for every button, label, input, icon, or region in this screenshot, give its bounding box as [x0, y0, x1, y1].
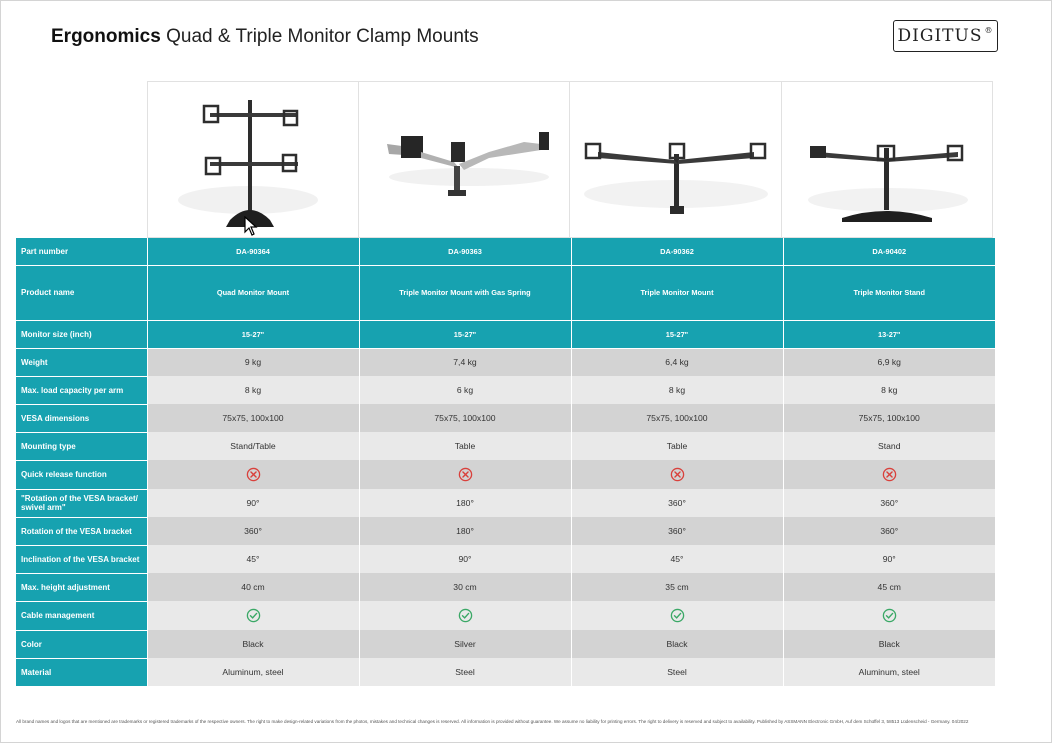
- value-cell: Triple Monitor Mount with Gas Spring: [359, 265, 571, 320]
- row-label: Product name: [16, 265, 147, 320]
- no-cell: [783, 460, 995, 489]
- spec-row-product-name: [16, 265, 995, 320]
- no-cell: [359, 460, 571, 489]
- value-cell: 45 cm: [783, 573, 995, 601]
- no-cell: [147, 460, 359, 489]
- x-circle-icon: [246, 467, 261, 482]
- digitus-logo: [893, 20, 998, 52]
- value-cell: Triple Monitor Stand: [783, 265, 995, 320]
- value-cell: 75x75, 100x100: [147, 404, 359, 432]
- value-cell: 360°: [783, 517, 995, 545]
- title-rest: Quad & Triple Monitor Clamp Mounts: [166, 26, 479, 47]
- logo-text: DIGITUS: [897, 26, 983, 46]
- title-bold: Ergonomics: [51, 26, 161, 47]
- value-cell: 75x75, 100x100: [359, 404, 571, 432]
- no-cell: [571, 460, 783, 489]
- footer-disclaimer: All brand names and logos that are mentioned are trademarks or registered trademarks of the respective owners. The right to make design-related variations from the photos, mistakes and technical changes is reserved. All information is provided without guarantee. We assume no liability for printing errors. The right to delivery is reserved and subject to availability. Published by ASSMANN Electronic GmbH, Auf dem Schüffel 3, 58513 Lüdenscheid - Germany. 04/2022: [16, 719, 969, 724]
- value-cell: 180°: [359, 489, 571, 517]
- value-cell: 9 kg: [147, 348, 359, 376]
- value-cell: DA-90364: [147, 238, 359, 265]
- row-label: Mounting type: [16, 432, 147, 460]
- spec-row-monitor-size-inch: [16, 320, 995, 348]
- yes-cell: [147, 601, 359, 630]
- row-label: Color: [16, 630, 147, 658]
- row-label: "Rotation of the VESA bracket/ swivel arm": [16, 489, 147, 517]
- value-cell: Aluminum, steel: [783, 658, 995, 686]
- row-label: Part number: [16, 238, 147, 265]
- check-circle-icon: [246, 608, 261, 623]
- product-image-triple-stand: [782, 81, 994, 238]
- value-cell: Table: [359, 432, 571, 460]
- value-cell: Aluminum, steel: [147, 658, 359, 686]
- spec-row-mounting-type: [16, 432, 995, 460]
- value-cell: 6,9 kg: [783, 348, 995, 376]
- value-cell: 15-27": [147, 320, 359, 348]
- value-cell: 75x75, 100x100: [571, 404, 783, 432]
- spec-row-max-height-adjustment: [16, 573, 995, 601]
- check-circle-icon: [882, 608, 897, 623]
- value-cell: 13-27": [783, 320, 995, 348]
- product-images-row: [147, 81, 995, 238]
- value-cell: Stand: [783, 432, 995, 460]
- value-cell: DA-90362: [571, 238, 783, 265]
- row-label: Rotation of the VESA bracket: [16, 517, 147, 545]
- value-cell: Quad Monitor Mount: [147, 265, 359, 320]
- value-cell: 40 cm: [147, 573, 359, 601]
- yes-cell: [359, 601, 571, 630]
- value-cell: 180°: [359, 517, 571, 545]
- value-cell: Black: [571, 630, 783, 658]
- value-cell: Black: [147, 630, 359, 658]
- value-cell: 8 kg: [571, 376, 783, 404]
- value-cell: DA-90363: [359, 238, 571, 265]
- spec-row-max-load-capacity-per-arm: [16, 376, 995, 404]
- row-label: VESA dimensions: [16, 404, 147, 432]
- value-cell: Steel: [359, 658, 571, 686]
- spec-row-rotation-of-the-vesa-bracket-swivel-arm: [16, 489, 995, 517]
- product-image-triple-clamp: [570, 81, 782, 238]
- value-cell: 75x75, 100x100: [783, 404, 995, 432]
- value-cell: 90°: [147, 489, 359, 517]
- check-circle-icon: [458, 608, 473, 623]
- spec-row-material: [16, 658, 995, 686]
- yes-cell: [571, 601, 783, 630]
- value-cell: DA-90402: [783, 238, 995, 265]
- x-circle-icon: [882, 467, 897, 482]
- value-cell: 35 cm: [571, 573, 783, 601]
- page-title: [51, 26, 479, 48]
- mouse-pointer-icon: [244, 216, 258, 236]
- value-cell: 8 kg: [147, 376, 359, 404]
- spec-row-vesa-dimensions: [16, 404, 995, 432]
- value-cell: 6 kg: [359, 376, 571, 404]
- value-cell: Stand/Table: [147, 432, 359, 460]
- value-cell: 30 cm: [359, 573, 571, 601]
- value-cell: Black: [783, 630, 995, 658]
- spec-row-color: [16, 630, 995, 658]
- value-cell: 15-27": [571, 320, 783, 348]
- spec-table: [16, 238, 995, 687]
- spec-row-inclination-of-the-vesa-bracket: [16, 545, 995, 573]
- value-cell: Silver: [359, 630, 571, 658]
- value-cell: Triple Monitor Mount: [571, 265, 783, 320]
- value-cell: 7,4 kg: [359, 348, 571, 376]
- spec-row-rotation-of-the-vesa-bracket: [16, 517, 995, 545]
- row-label: Inclination of the VESA bracket: [16, 545, 147, 573]
- row-label: Weight: [16, 348, 147, 376]
- x-circle-icon: [458, 467, 473, 482]
- spec-row-quick-release-function: [16, 460, 995, 489]
- value-cell: 90°: [783, 545, 995, 573]
- row-label: Max. height adjustment: [16, 573, 147, 601]
- logo-mark: ®: [984, 25, 994, 35]
- spec-row-part-number: [16, 238, 995, 265]
- value-cell: Table: [571, 432, 783, 460]
- row-label: Quick release function: [16, 460, 147, 489]
- value-cell: 360°: [783, 489, 995, 517]
- x-circle-icon: [670, 467, 685, 482]
- value-cell: 45°: [147, 545, 359, 573]
- value-cell: 6,4 kg: [571, 348, 783, 376]
- value-cell: Steel: [571, 658, 783, 686]
- spec-row-cable-management: [16, 601, 995, 630]
- spec-row-weight: [16, 348, 995, 376]
- row-label: Cable management: [16, 601, 147, 630]
- value-cell: 8 kg: [783, 376, 995, 404]
- value-cell: 360°: [147, 517, 359, 545]
- spec-table-body: [16, 238, 995, 686]
- row-label: Monitor size (inch): [16, 320, 147, 348]
- product-image-quad-stand: [147, 81, 359, 238]
- product-image-gas-spring: [359, 81, 571, 238]
- check-circle-icon: [670, 608, 685, 623]
- value-cell: 360°: [571, 517, 783, 545]
- row-label: Max. load capacity per arm: [16, 376, 147, 404]
- value-cell: 45°: [571, 545, 783, 573]
- value-cell: 360°: [571, 489, 783, 517]
- yes-cell: [783, 601, 995, 630]
- value-cell: 90°: [359, 545, 571, 573]
- row-label: Material: [16, 658, 147, 686]
- value-cell: 15-27": [359, 320, 571, 348]
